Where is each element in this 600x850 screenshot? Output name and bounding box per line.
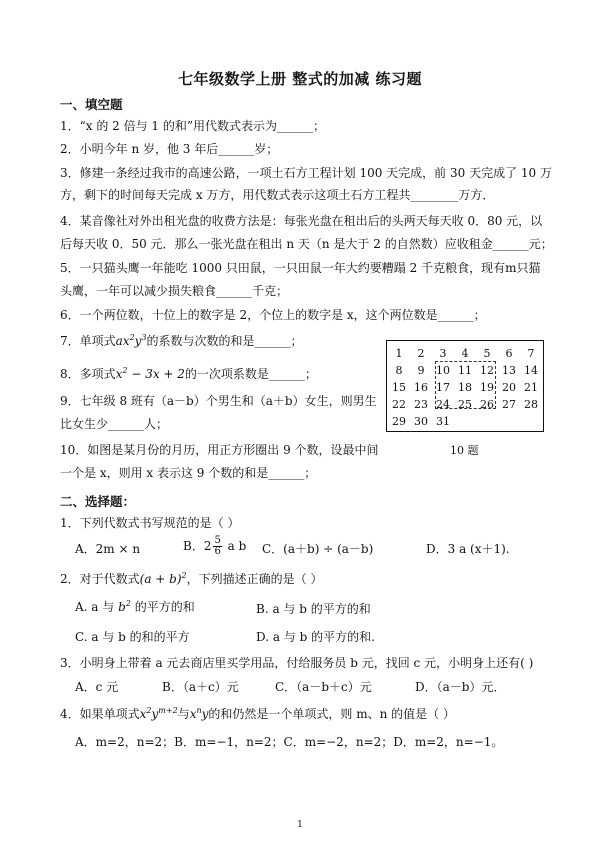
section-fill-in: 一、填空题 bbox=[60, 97, 123, 112]
calendar-day: 8 bbox=[395, 364, 403, 377]
calendar-day: 3 bbox=[439, 347, 447, 360]
choice-q3-option-a: A．c 元 bbox=[75, 680, 119, 694]
calendar-day: 12 bbox=[480, 364, 494, 377]
choice-q4-suffix: 的和仍然是一个单项式，则 m、n 的值是（ ） bbox=[208, 707, 455, 721]
calendar-day: 11 bbox=[458, 364, 472, 377]
calendar-day: 24 bbox=[436, 398, 450, 411]
choice-q4 bbox=[60, 706, 455, 722]
polynomial-formula: $x^2 - 3x + 2$ bbox=[115, 366, 185, 381]
choice-q4-prefix: 4．如果单项式 bbox=[60, 707, 140, 721]
choice-q3-option-c: C．（a－b＋c）元 bbox=[275, 680, 372, 694]
choice-q3: 3．小明身上带着 a 元去商店里买学用品，付给服务员 b 元，找回 c 元，小明身上还有( ) bbox=[60, 656, 534, 670]
calendar-day: 28 bbox=[524, 398, 538, 411]
fill-q9-line2: 比女生少______人； bbox=[60, 417, 169, 431]
fill-q8-suffix: 的一次项系数是______； bbox=[184, 367, 317, 381]
choice-q1-option-d: D．3 a (x＋1). bbox=[426, 542, 510, 556]
calendar-day: 6 bbox=[505, 347, 513, 360]
calendar-caption: 10 题 bbox=[450, 444, 479, 457]
choice-q2-option-b: B. a 与 b 的平方的和 bbox=[256, 602, 371, 616]
choice-q2-prefix: 2．对于代数式 bbox=[60, 572, 140, 586]
choice-q2-option-a bbox=[75, 599, 195, 615]
calendar-day: 14 bbox=[524, 364, 538, 377]
calendar-day: 2 bbox=[417, 347, 425, 360]
calendar-day: 30 bbox=[414, 415, 428, 428]
b-squared-formula: $b^2$ bbox=[118, 599, 131, 614]
fill-q8 bbox=[60, 366, 317, 382]
choice-q1-option-c: C．(a＋b) ÷ (a－b) bbox=[262, 542, 374, 556]
fill-q5-line1: 5．一只猫头鹰一年能吃 1000 只田鼠，一只田鼠一年大约要糟蹋 2 千克粮食，现有m只猫 bbox=[60, 261, 541, 275]
calendar-day: 23 bbox=[414, 398, 428, 411]
calendar-day: 10 bbox=[436, 364, 450, 377]
calendar-day: 22 bbox=[392, 398, 406, 411]
calendar-day: 4 bbox=[461, 347, 469, 360]
highlight-square bbox=[435, 361, 496, 409]
fill-q10-line1: 10．如图是某月份的月历，用正方形圈出 9 个数，设最中间 bbox=[60, 443, 379, 457]
monomial-2-formula: $x^ny$ bbox=[189, 706, 209, 721]
fill-q4-line2: 后每天收 0．50 元．那么一张光盘在租出 n 天（n 是大于 2 的自然数）应收租金______元； bbox=[60, 237, 553, 251]
option-b-whole: B．2 bbox=[183, 539, 212, 553]
fill-q7-suffix: 的系数与次数的和是______； bbox=[146, 334, 303, 348]
choice-q2-option-c: C. a 与 b 的和的平方 bbox=[75, 630, 190, 644]
fill-q4-line1: 4．某音像社对外出租光盘的收费方法是：每张光盘在租出后的头两天每天收 0．80 元，以 bbox=[60, 214, 543, 228]
fill-q8-prefix: 8．多项式 bbox=[60, 367, 116, 381]
calendar-day: 25 bbox=[458, 398, 472, 411]
page-number: 1 bbox=[297, 820, 303, 830]
choice-q1: 1．下列代数式书写规范的是（ ） bbox=[60, 516, 240, 530]
fill-q1: 1．“x 的 2 倍与 1 的和”用代数式表示为______； bbox=[60, 119, 326, 133]
fill-q10-line2: 一个是 x，则用 x 表示这 9 个数的和是______； bbox=[60, 466, 317, 480]
calendar-day: 21 bbox=[524, 381, 538, 394]
monomial-1-formula: $x^2y^{m+2}$ bbox=[139, 706, 178, 721]
monomial-formula: $ax^2y^3$ bbox=[115, 333, 147, 348]
page-title: 七年级数学上册 整式的加减 练习题 bbox=[178, 70, 422, 88]
choice-q2 bbox=[60, 571, 322, 587]
fill-q9-line1: 9．七年级 8 班有（a－b）个男生和（a＋b）女生，则男生 bbox=[60, 394, 377, 408]
calendar-day: 26 bbox=[480, 398, 494, 411]
fill-q3-line2: 方，剩下的时间每天完成 x 万方，用代数式表示这项土石方工程共________万方． bbox=[60, 188, 495, 202]
fill-q6: 6．一个两位数，十位上的数字是 2，个位上的数字是 x，这个两位数是______； bbox=[60, 308, 486, 322]
fill-q7-prefix: 7．单项式 bbox=[60, 334, 116, 348]
choice-q4-options: A．m=2，n=2；B．m=−1，n=2；C．m=−2，n=2；D．m=2，n=−1。 bbox=[75, 735, 504, 749]
calendar-day: 15 bbox=[392, 381, 406, 394]
calendar-day: 13 bbox=[502, 364, 516, 377]
choice-q1-option-b bbox=[183, 536, 246, 557]
option-b-tail: a b bbox=[223, 539, 247, 553]
calendar-day: 16 bbox=[414, 381, 428, 394]
calendar-day: 9 bbox=[417, 364, 425, 377]
fill-q5-line2: 头鹰，一年可以减少损失粮食______千克； bbox=[60, 284, 289, 298]
calendar-day: 29 bbox=[392, 415, 406, 428]
choice-q4-mid: 与 bbox=[177, 707, 190, 721]
binomial-square-formula: $(a + b)^2$ bbox=[139, 571, 187, 586]
fill-q2: 2．小明今年 n 岁，他 3 年后______岁； bbox=[60, 142, 279, 156]
calendar-day: 1 bbox=[395, 347, 403, 360]
calendar-day: 20 bbox=[502, 381, 516, 394]
fraction-numerator: 5 bbox=[214, 535, 221, 546]
mixed-fraction bbox=[213, 536, 221, 557]
choice-q3-option-d: D．（a－b）元． bbox=[415, 680, 506, 694]
calendar-day: 31 bbox=[436, 415, 450, 428]
fill-q7 bbox=[60, 333, 303, 349]
fill-q3-line1: 3．修建一条经过我市的高速公路，一项土石方工程计划 100 天完成，前 30 天完成了 10 万 bbox=[60, 166, 552, 180]
calendar-day: 5 bbox=[483, 347, 491, 360]
choice-q2-option-d: D. a 与 b 的平方的和. bbox=[256, 630, 375, 644]
calendar-day: 17 bbox=[436, 381, 450, 394]
calendar-day: 18 bbox=[458, 381, 472, 394]
choice-q2-suffix: ，下列描述正确的是（ ） bbox=[186, 572, 323, 586]
calendar-day: 27 bbox=[502, 398, 516, 411]
choice-q3-option-b: B．（a＋c）元 bbox=[162, 680, 239, 694]
calendar-day: 19 bbox=[480, 381, 494, 394]
fraction-denominator: 6 bbox=[214, 546, 221, 557]
calendar-day: 7 bbox=[527, 347, 535, 360]
section-multiple-choice: 二、选择题： bbox=[60, 494, 136, 509]
choice-q1-option-a: A．2m × n bbox=[75, 542, 141, 556]
option-a-suffix: 的平方的和 bbox=[134, 600, 195, 614]
option-a-prefix: A. a 与 bbox=[75, 600, 115, 614]
